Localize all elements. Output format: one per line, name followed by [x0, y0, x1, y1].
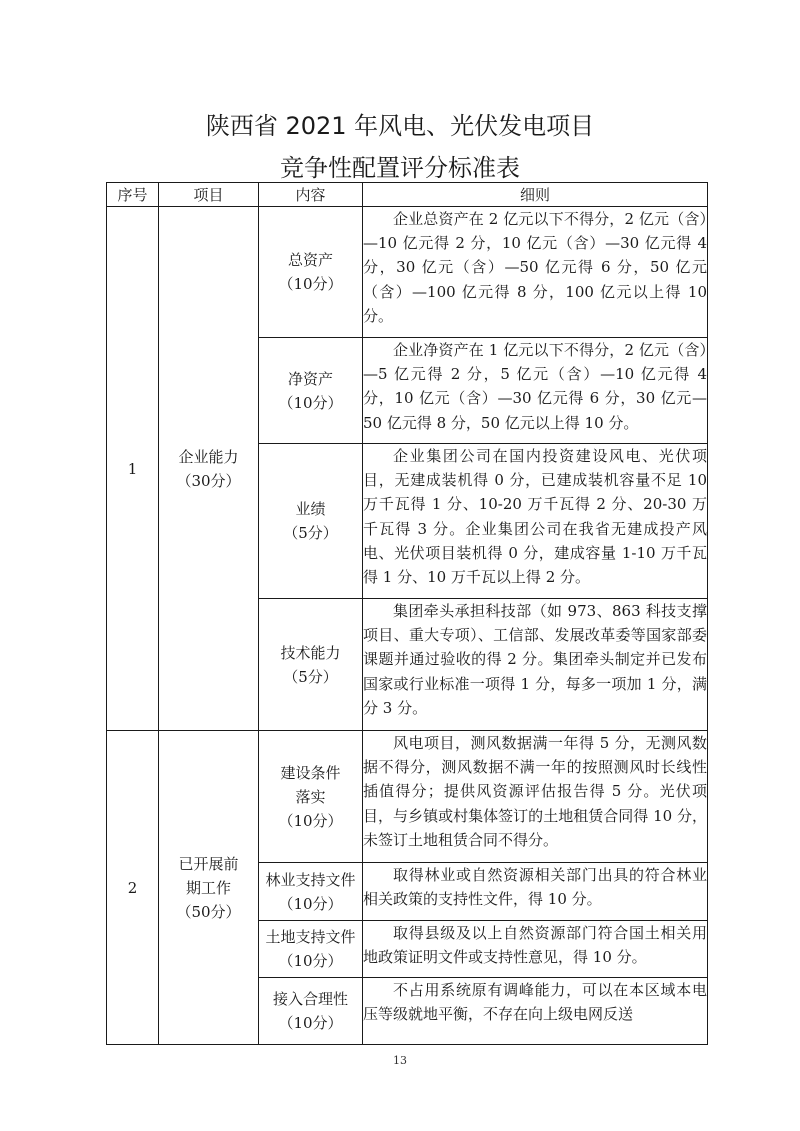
header-content: 内容 — [259, 183, 363, 207]
content-name: 土地支持文件 — [265, 928, 356, 946]
header-item: 项目 — [159, 183, 259, 207]
seq-cell: 2 — [107, 731, 159, 1045]
item-name: 企业能力 — [178, 447, 239, 466]
detail-cell: 集团牵头承担科技部（如 973、863 科技支撑项目、重大专项）、工信部、发展改革委等国家部委课题并通过验收的得 2 分。集团牵头制定并已发布国家或行业标准一项得 1 分，每多一项加 1 分，满分 3 分。 — [363, 599, 708, 731]
content-name: 建设条件落实 — [280, 763, 341, 806]
content-cell — [259, 921, 363, 978]
content-name: 业绩 — [295, 500, 326, 518]
detail-cell: 企业集团公司在国内投资建设风电、光伏项目，无建成装机得 0 分，已建成装机容量不足 10 万千瓦得 1 分、10-20 万千瓦得 2 分、20-30 万千瓦得 3 分。企业集团公司在我省无建成投产风电、光伏项目装机得 0 分，建成容量 1-10 万千瓦得 1 分、10 万千瓦以上得 2 分。 — [363, 444, 708, 599]
table-header-row — [107, 183, 708, 207]
detail-cell: 取得林业或自然资源相关部门出具的符合林业相关政策的支持性文件，得 10 分。 — [363, 863, 708, 921]
document-title-line2: 竞争性配置评分标准表 — [280, 154, 520, 182]
content-name: 接入合理性 — [272, 990, 348, 1008]
content-cell — [259, 338, 363, 444]
content-name: 总资产 — [287, 251, 333, 269]
content-score: （5分） — [283, 524, 338, 542]
header-detail: 细则 — [363, 183, 708, 207]
item-cell — [159, 731, 259, 1045]
content-score: （10分） — [278, 393, 343, 412]
content-score: （10分） — [278, 952, 343, 970]
content-cell — [259, 599, 363, 731]
content-name: 林业支持文件 — [265, 870, 356, 889]
header-seq: 序号 — [107, 183, 159, 207]
content-score: （10分） — [278, 894, 343, 913]
content-name: 净资产 — [287, 369, 333, 388]
scoring-table — [106, 182, 708, 1045]
content-score: （5分） — [283, 667, 338, 686]
detail-cell: 企业净资产在 1 亿元以下不得分，2 亿元（含）—5 亿元得 2 分，5 亿元（含）—10 亿元得 4 分，10 亿元（含）—30 亿元得 6 分，30 亿元—50 亿元得 8 分，50 亿元以上得 10 分。 — [363, 338, 708, 444]
item-score: （50分） — [176, 902, 241, 921]
detail-cell: 企业总资产在 2 亿元以下不得分，2 亿元（含）—10 亿元得 2 分，10 亿元（含）—30 亿元得 4 分，30 亿元（含）—50 亿元得 6 分，50 亿元（含）—100 亿元得 8 分，100 亿元以上得 10 分。 — [363, 207, 708, 338]
detail-cell: 取得县级及以上自然资源部门符合国土相关用地政策证明文件或支持性意见，得 10 分。 — [363, 921, 708, 978]
content-cell — [259, 444, 363, 599]
content-score: （10分） — [278, 1014, 343, 1032]
item-cell — [159, 207, 259, 731]
content-score: （10分） — [278, 275, 343, 293]
content-cell — [259, 863, 363, 921]
detail-cell: 不占用系统原有调峰能力，可以在本区域本电压等级就地平衡，不存在向上级电网反送 — [363, 978, 708, 1045]
table-row — [107, 207, 708, 338]
content-score: （10分） — [278, 811, 343, 830]
seq-cell: 1 — [107, 207, 159, 731]
table-row — [107, 731, 708, 863]
item-name: 已开展前期工作 — [178, 854, 239, 897]
page-number: 13 — [393, 1054, 407, 1067]
content-cell — [259, 731, 363, 863]
content-name: 技术能力 — [280, 643, 341, 662]
content-cell — [259, 978, 363, 1045]
document-title-line1: 陕西省 2021 年风电、光伏发电项目 — [205, 112, 595, 140]
item-score: （30分） — [176, 471, 241, 490]
detail-cell: 风电项目，测风数据满一年得 5 分，无测风数据不得分，测风数据不满一年的按照测风时长线性插值得分；提供风资源评估报告得 5 分。光伏项目，与乡镇或村集体签订的土地租赁合同得 10 分，未签订土地租赁合同不得分。 — [363, 731, 708, 863]
content-cell — [259, 207, 363, 338]
